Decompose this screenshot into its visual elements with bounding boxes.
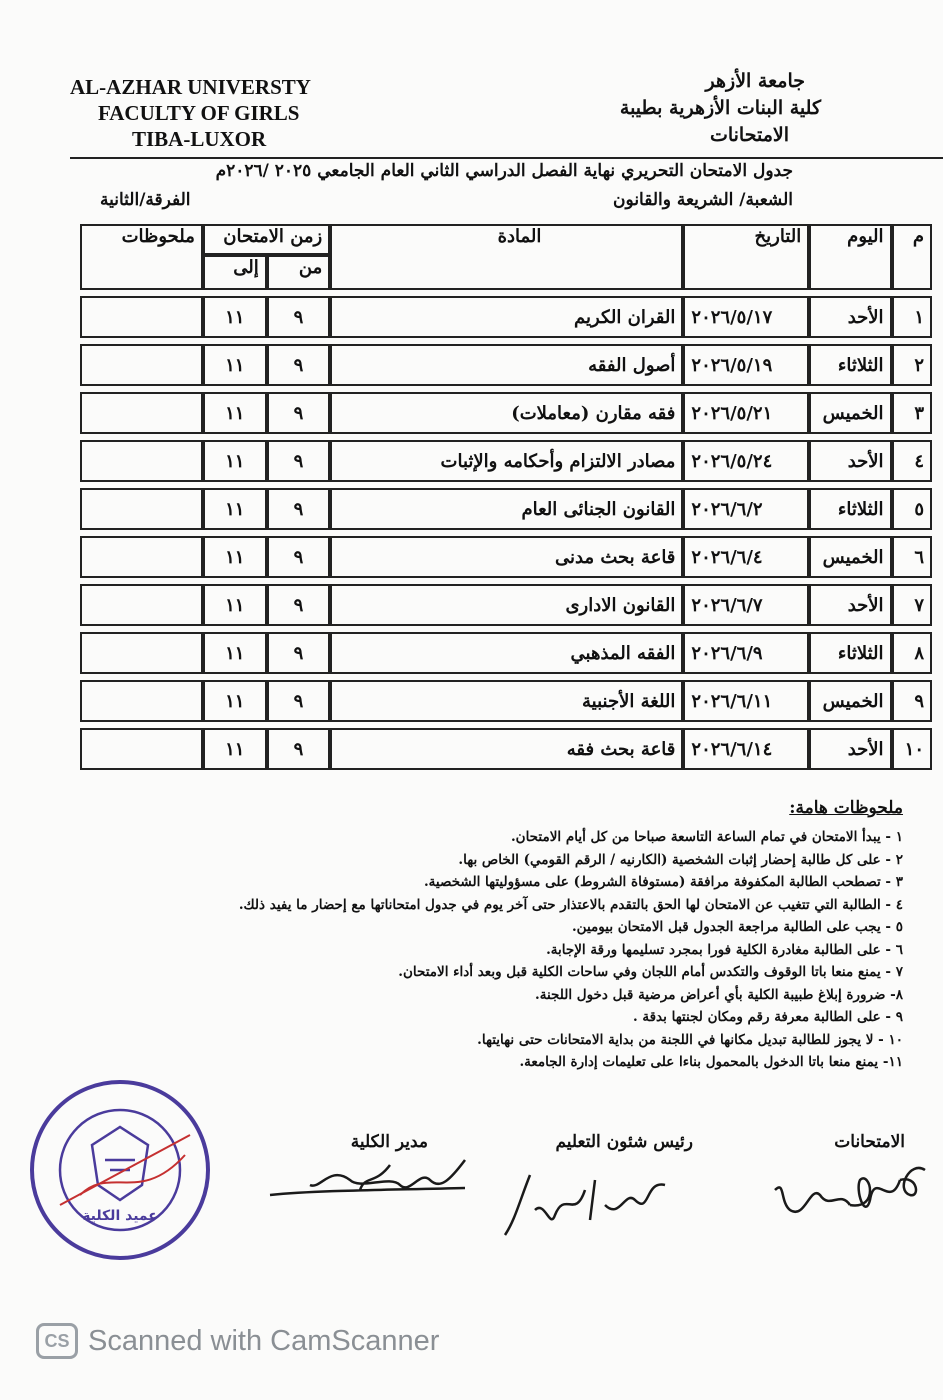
- row-subject-cell: القانون الجنائى العام: [330, 488, 683, 530]
- row-date-cell: ٢٠٢٦/٥/٢١: [683, 392, 809, 434]
- row-subject-cell: قاعة بحث مدنى: [330, 536, 683, 578]
- row-to-cell: ١١: [203, 344, 267, 386]
- row-notes-cell: [80, 680, 203, 722]
- row-to-cell: ١١: [203, 632, 267, 674]
- header-english: [70, 74, 311, 152]
- notes-list: [239, 826, 903, 1074]
- row-from-cell: ٩: [267, 728, 331, 770]
- scanner-watermark-text: Scanned with CamScanner: [88, 1324, 440, 1357]
- row-subject-cell: مصادر الالتزام وأحكامه والإثبات: [330, 440, 683, 482]
- header-ar-faculty: كلية البنات الأزهرية بطيبة: [619, 97, 821, 119]
- branch-label: الشعبة/ الشريعة والقانون: [613, 190, 793, 210]
- header-arabic: [620, 68, 821, 149]
- row-notes-cell: [80, 440, 203, 482]
- row-subject-cell: فقه مقارن (معاملات): [330, 392, 683, 434]
- header-ar-department: الامتحانات: [709, 124, 789, 146]
- row-from-cell: ٩: [267, 632, 331, 674]
- row-day-cell: الثلاثاء: [809, 488, 891, 530]
- row-from-cell: ٩: [267, 584, 331, 626]
- note-item: ٩ - على الطالبة معرفة رقم ومكان لجنتها بدقة .: [632, 1009, 903, 1025]
- camscanner-logo-icon: CS: [36, 1323, 78, 1359]
- document-title: جدول الامتحان التحريري نهاية الفصل الدراسي الثاني العام الجامعي ٢٠٢٥ /٢٠٢٦م: [215, 161, 793, 181]
- row-from-cell: ٩: [267, 392, 331, 434]
- note-item: ٨- ضرورة إبلاغ طبيبة الكلية بأي أعراض مرضية قبل دخول اللجنة.: [535, 986, 903, 1003]
- row-to-cell: ١١: [203, 728, 267, 770]
- row-date-cell: ٢٠٢٦/٦/١٤: [683, 728, 809, 770]
- notes-title: ملحوظات هامة:: [789, 798, 903, 818]
- note-item: ٦ - على الطالبة مغادرة الكلية فورا بمجرد تسليمها ورقة الإجابة.: [546, 941, 903, 958]
- row-num-cell: ٦: [892, 536, 932, 578]
- row-day-cell: الخميس: [809, 392, 891, 434]
- row-from-cell: ٩: [267, 440, 331, 482]
- row-notes-cell: [80, 296, 203, 338]
- row-num-cell: ٥: [892, 488, 932, 530]
- note-item: ٧ - يمنع منعا باتا الوقوف والتكدس أمام اللجان وفي ساحات الكلية قبل وبعد أداء الامتحان.: [398, 964, 903, 980]
- row-notes-cell: [80, 344, 203, 386]
- header-divider: [70, 157, 943, 159]
- row-num-cell: ٣: [892, 392, 932, 434]
- row-num-cell: ٧: [892, 584, 932, 626]
- header-ar-university: جامعة الأزهر: [705, 70, 805, 92]
- row-from-cell: ٩: [267, 344, 331, 386]
- row-to-cell: ١١: [203, 536, 267, 578]
- row-notes-cell: [80, 536, 203, 578]
- row-date-cell: ٢٠٢٦/٦/٩: [683, 632, 809, 674]
- note-item: ١١- يمنع منعا باتا الدخول بالمحمول بناءا على تعليمات إدارة الجامعة.: [519, 1054, 903, 1070]
- row-from-cell: ٩: [267, 296, 331, 338]
- row-day-cell: الأحد: [809, 584, 891, 626]
- row-num-cell: ١٠: [892, 728, 932, 770]
- header-day: اليوم: [809, 224, 891, 290]
- header-en-faculty: FACULTY OF GIRLS: [98, 101, 300, 125]
- row-from-cell: ٩: [267, 488, 331, 530]
- note-item: ٣ - تصطحب الطالبة المكفوفة مرافقة (مستوفاة الشروط) على مسؤوليتها الشخصية.: [423, 874, 903, 890]
- table-row: [80, 344, 932, 386]
- table-row: [80, 680, 932, 722]
- row-day-cell: الأحد: [809, 440, 891, 482]
- row-to-cell: ١١: [203, 584, 267, 626]
- official-stamp: [20, 1075, 215, 1265]
- header-en-university: AL-AZHAR UNIVERSTY: [70, 75, 311, 99]
- header-to: إلى: [203, 255, 267, 290]
- table-row: [80, 392, 932, 434]
- row-subject-cell: القانون الادارى: [330, 584, 683, 626]
- row-num-cell: ٨: [892, 632, 932, 674]
- row-subject-cell: القران الكريم: [330, 296, 683, 338]
- signature-label-education: رئيس شئون التعليم: [555, 1132, 693, 1152]
- row-num-cell: ٩: [892, 680, 932, 722]
- row-notes-cell: [80, 392, 203, 434]
- stamp-inner-text: عميد الكلية: [82, 1208, 158, 1224]
- row-from-cell: ٩: [267, 680, 331, 722]
- table-row: [80, 440, 932, 482]
- row-date-cell: ٢٠٢٦/٦/٧: [683, 584, 809, 626]
- row-day-cell: الثلاثاء: [809, 632, 891, 674]
- row-notes-cell: [80, 632, 203, 674]
- row-to-cell: ١١: [203, 488, 267, 530]
- table-row: [80, 632, 932, 674]
- row-date-cell: ٢٠٢٦/٥/١٩: [683, 344, 809, 386]
- row-date-cell: ٢٠٢٦/٦/١١: [683, 680, 809, 722]
- signature-label-director: مدير الكلية: [350, 1132, 428, 1152]
- signature-label-exams: الامتحانات: [834, 1132, 905, 1152]
- row-day-cell: الأحد: [809, 728, 891, 770]
- table-row: [80, 296, 932, 338]
- row-notes-cell: [80, 488, 203, 530]
- row-subject-cell: الفقه المذهبي: [330, 632, 683, 674]
- signature-director: [260, 1150, 475, 1210]
- signature-exams: [760, 1150, 940, 1225]
- row-num-cell: ٢: [892, 344, 932, 386]
- signature-education: [495, 1160, 675, 1245]
- row-day-cell: الثلاثاء: [809, 344, 891, 386]
- table-header-row: [80, 224, 932, 255]
- row-day-cell: الأحد: [809, 296, 891, 338]
- header-num: م: [892, 224, 932, 290]
- table-row: [80, 536, 932, 578]
- note-item: ١ - يبدأ الامتحان في تمام الساعة التاسعة صباحا من كل أيام الامتحان.: [510, 829, 903, 845]
- header-time: زمن الامتحان: [203, 224, 330, 255]
- row-to-cell: ١١: [203, 440, 267, 482]
- row-notes-cell: [80, 584, 203, 626]
- row-date-cell: ٢٠٢٦/٥/١٧: [683, 296, 809, 338]
- row-subject-cell: قاعة بحث فقه: [330, 728, 683, 770]
- row-from-cell: ٩: [267, 536, 331, 578]
- table-row: [80, 488, 932, 530]
- row-notes-cell: [80, 728, 203, 770]
- row-to-cell: ١١: [203, 296, 267, 338]
- exam-schedule-table: [80, 224, 932, 770]
- row-num-cell: ٤: [892, 440, 932, 482]
- note-item: ٤ - الطالبة التي تتغيب عن الامتحان لها الحق بالتقدم بالاعتذار حتى آخر يوم في جدول امتحاناتها مع إحضار ما يفيد ذلك.: [238, 896, 903, 913]
- table-row: [80, 728, 932, 770]
- row-subject-cell: أصول الفقه: [330, 344, 683, 386]
- scanner-footer: [36, 1323, 439, 1359]
- row-day-cell: الخميس: [809, 680, 891, 722]
- note-item: ٢ - على كل طالبة إحضار إثبات الشخصية (الكارنيه / الرقم القومي) الخاص بها.: [458, 851, 903, 868]
- note-item: ١٠ - لا يجوز للطالبة تبديل مكانها في اللجنة من بداية الامتحانات حتى نهايتها.: [477, 1031, 903, 1048]
- header-date: التاريخ: [683, 224, 809, 290]
- header-en-location: TIBA-LUXOR: [132, 127, 267, 151]
- row-date-cell: ٢٠٢٦/٦/٢: [683, 488, 809, 530]
- row-to-cell: ١١: [203, 392, 267, 434]
- table-row: [80, 584, 932, 626]
- header-notes: ملحوظات: [80, 224, 203, 290]
- row-date-cell: ٢٠٢٦/٥/٢٤: [683, 440, 809, 482]
- note-item: ٥ - يجب على الطالبة مراجعة الجدول قبل الامتحان بيومين.: [571, 919, 903, 935]
- row-subject-cell: اللغة الأجنبية: [330, 680, 683, 722]
- row-date-cell: ٢٠٢٦/٦/٤: [683, 536, 809, 578]
- year-label: الفرقة/الثانية: [100, 190, 191, 210]
- row-to-cell: ١١: [203, 680, 267, 722]
- row-day-cell: الخميس: [809, 536, 891, 578]
- row-num-cell: ١: [892, 296, 932, 338]
- header-subject: المادة: [330, 224, 683, 290]
- header-from: من: [267, 255, 331, 290]
